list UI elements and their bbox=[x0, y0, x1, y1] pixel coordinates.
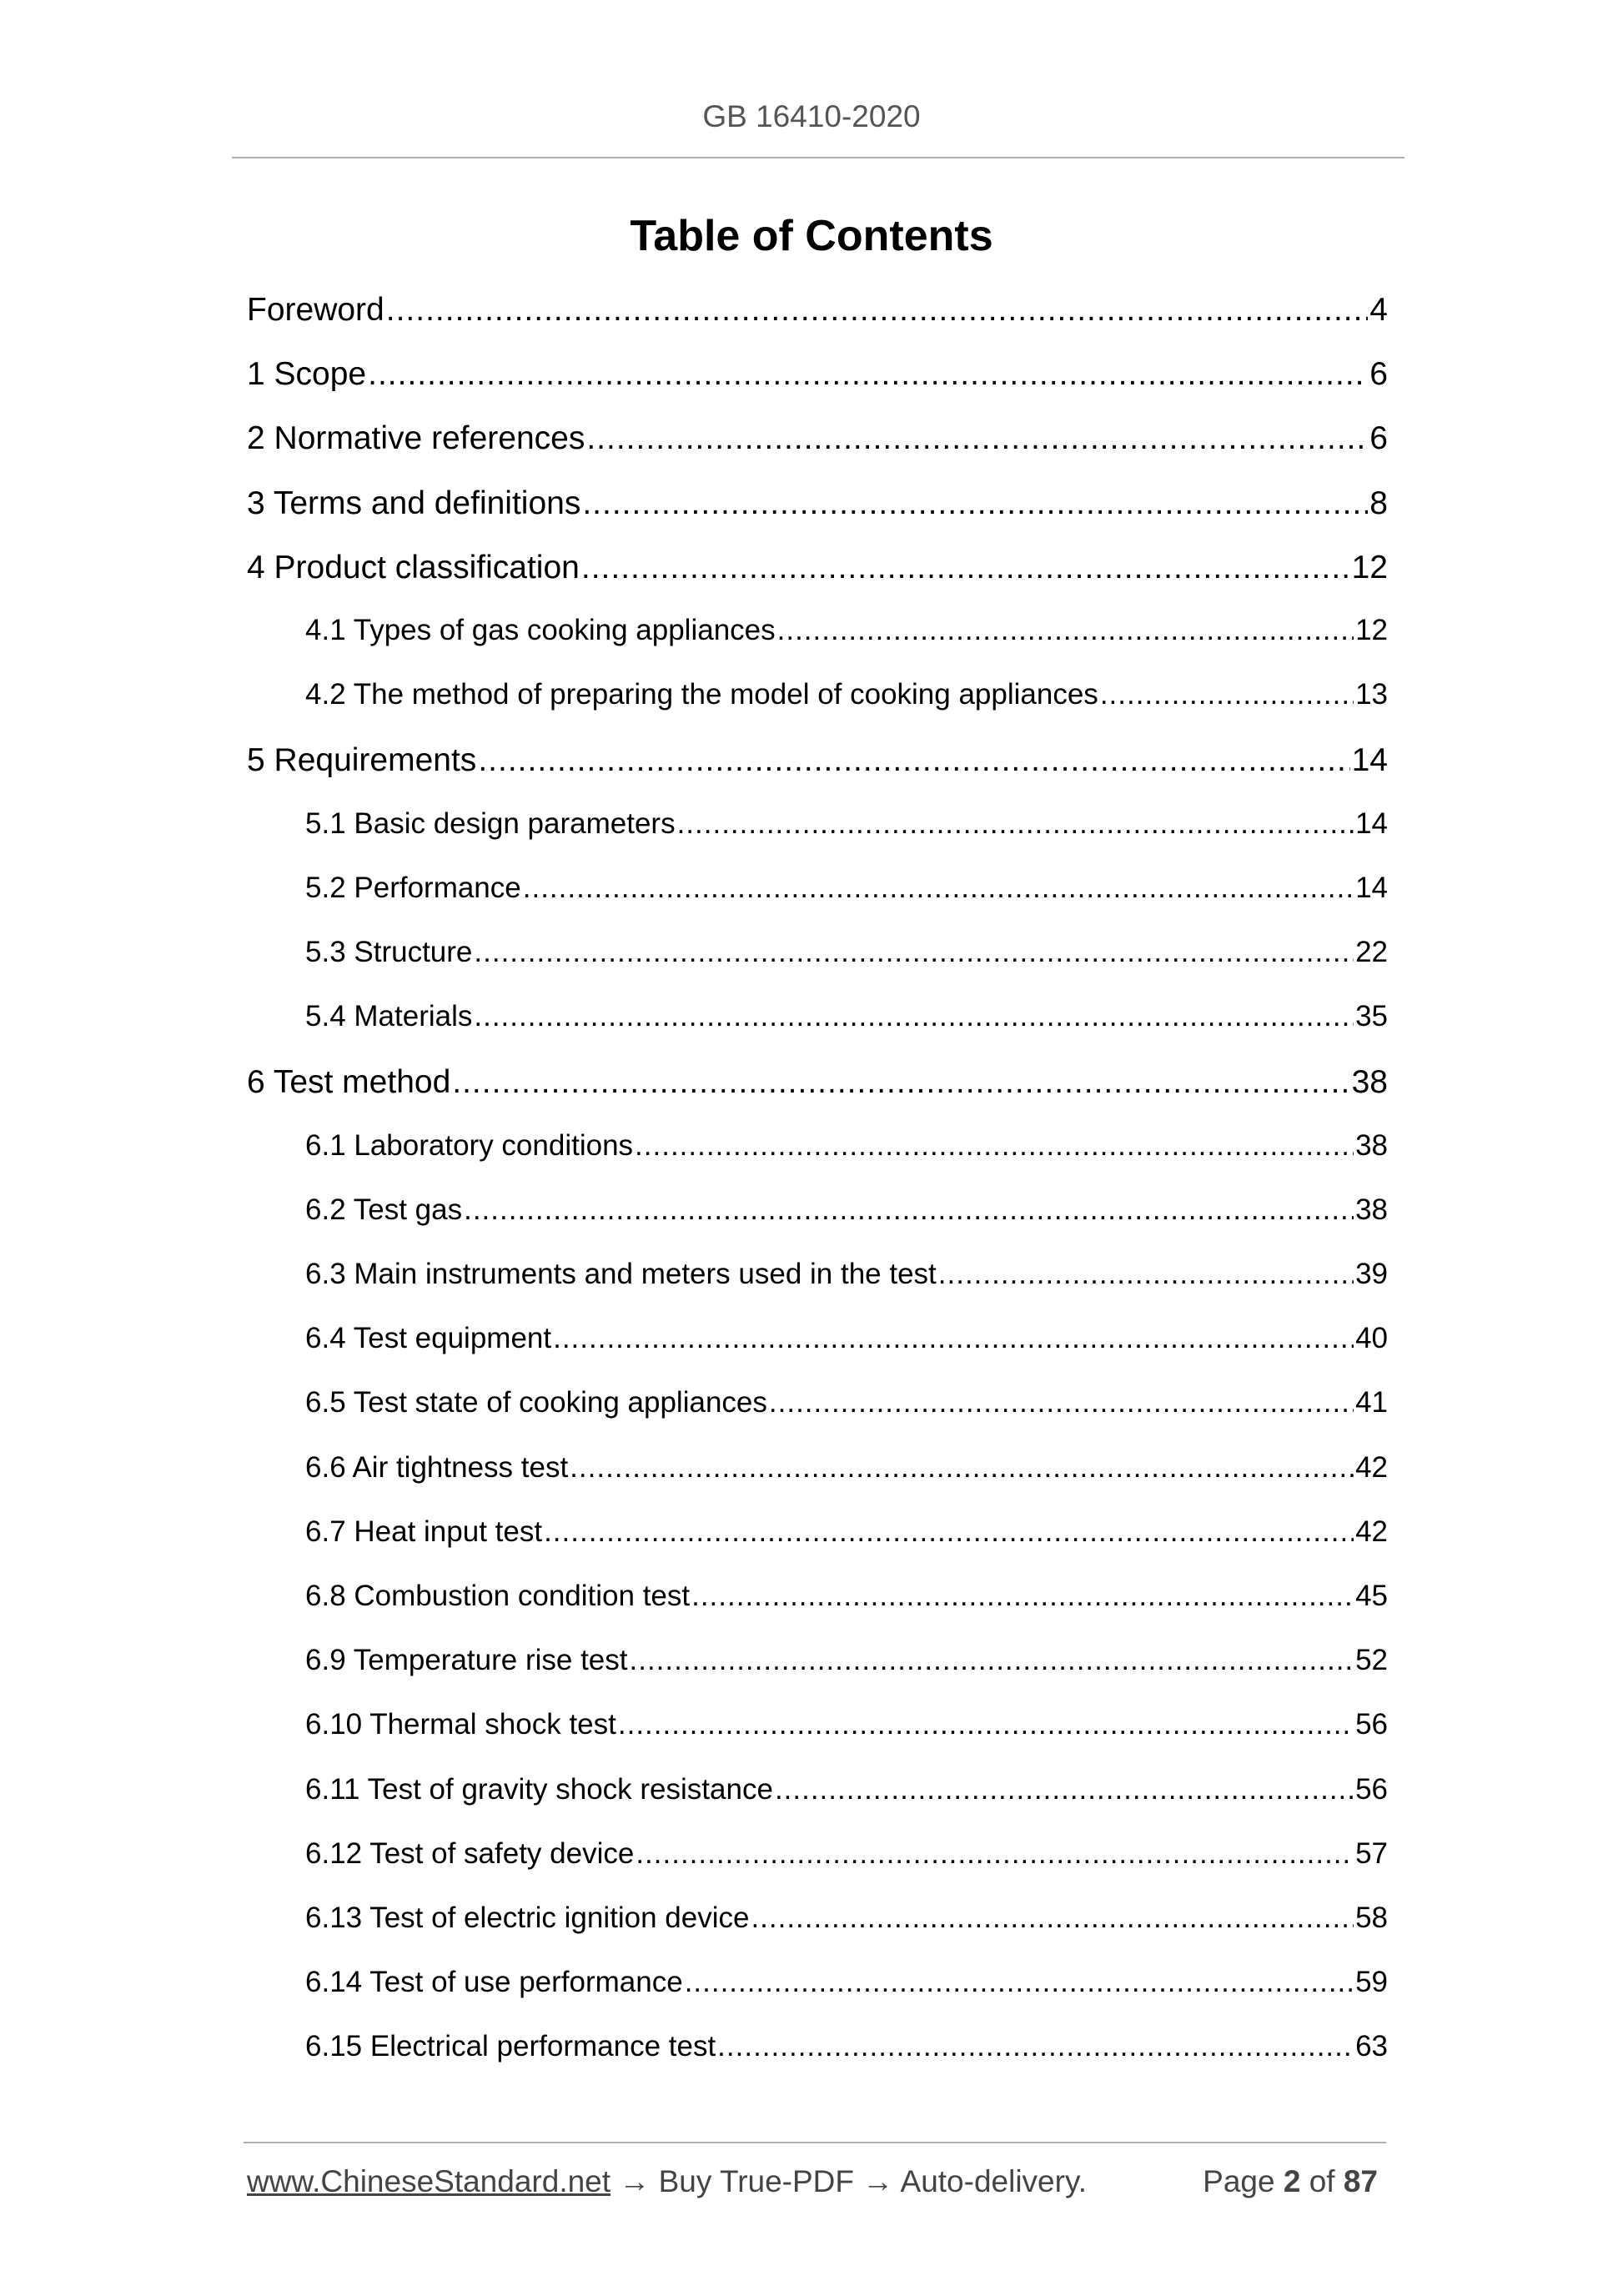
toc-dot-leader bbox=[751, 1898, 1354, 1938]
toc-entry-label: 6.9 Temperature rise test bbox=[305, 1644, 628, 1676]
toc-dot-leader bbox=[464, 1190, 1354, 1230]
toc-entry-page: 63 bbox=[1355, 2030, 1388, 2062]
toc-entry-label: 6.4 Test equipment bbox=[305, 1322, 552, 1354]
toc-entry-page: 39 bbox=[1355, 1258, 1388, 1290]
toc-entry-page: 14 bbox=[1355, 807, 1388, 840]
footer-page-prefix: Page bbox=[1203, 2164, 1275, 2198]
toc-entry-page: 41 bbox=[1355, 1386, 1388, 1419]
toc-entry-label: 2 Normative references bbox=[247, 420, 585, 456]
toc-entry-page: 59 bbox=[1355, 1966, 1388, 1998]
toc-dot-leader bbox=[452, 1061, 1349, 1104]
toc-entry-label: 6.11 Test of gravity shock resistance bbox=[305, 1773, 773, 1806]
toc-entry-page: 4 bbox=[1369, 292, 1388, 328]
toc-dot-leader bbox=[586, 417, 1368, 460]
toc-dot-leader bbox=[677, 804, 1354, 844]
toc-entry[interactable] bbox=[247, 546, 1388, 590]
toc-title: Table of Contents bbox=[630, 212, 993, 260]
toc-entry[interactable] bbox=[247, 353, 1388, 396]
toc-entry-page: 38 bbox=[1355, 1129, 1388, 1162]
toc-dot-leader bbox=[474, 932, 1354, 972]
toc-entry-page: 12 bbox=[1351, 550, 1388, 585]
toc-entry-label: 5.2 Performance bbox=[305, 872, 521, 904]
toc-entry[interactable] bbox=[305, 1898, 1388, 1938]
toc-dot-leader bbox=[581, 546, 1350, 590]
toc-entry[interactable] bbox=[305, 997, 1388, 1037]
toc-dot-leader bbox=[523, 868, 1354, 908]
toc-entry-label: 6.6 Air tightness test bbox=[305, 1451, 569, 1484]
toc-entry-label: 1 Scope bbox=[247, 356, 367, 392]
toc-entry[interactable] bbox=[305, 1962, 1388, 2002]
toc-entry-label: 6.14 Test of use performance bbox=[305, 1966, 683, 1998]
toc-entry[interactable] bbox=[305, 1705, 1388, 1745]
toc-entry-page: 38 bbox=[1355, 1193, 1388, 1226]
toc-entry-label: 6.1 Laboratory conditions bbox=[305, 1129, 634, 1162]
toc-entry-page: 38 bbox=[1351, 1064, 1388, 1100]
toc-entry-label: 5.3 Structure bbox=[305, 936, 473, 968]
toc-entry-page: 8 bbox=[1369, 485, 1388, 521]
footer-tagline: → Buy True-PDF → Auto-delivery. bbox=[611, 2164, 1087, 2198]
toc-dot-leader bbox=[777, 610, 1354, 651]
toc-entry[interactable] bbox=[305, 804, 1388, 844]
toc-entry-label: Foreword bbox=[247, 292, 384, 328]
toc-entry[interactable] bbox=[305, 1383, 1388, 1423]
header-document-code: GB 16410-2020 bbox=[702, 99, 921, 133]
footer-page-current: 2 bbox=[1283, 2164, 1301, 2198]
toc-entry[interactable] bbox=[305, 1640, 1388, 1681]
toc-dot-leader bbox=[635, 1126, 1354, 1166]
footer-website-link[interactable]: www.ChineseStandard.net bbox=[247, 2164, 611, 2198]
toc-dot-leader bbox=[570, 1448, 1354, 1488]
toc-entry-page: 42 bbox=[1355, 1515, 1388, 1548]
toc-dot-leader bbox=[478, 739, 1349, 782]
toc-entry[interactable] bbox=[247, 739, 1388, 782]
footer bbox=[247, 2162, 1388, 2202]
toc-entry-label: 6 Test method bbox=[247, 1064, 451, 1100]
toc-entry-label: 6.3 Main instruments and meters used in the test bbox=[305, 1258, 937, 1290]
toc-entry-page: 6 bbox=[1369, 420, 1388, 456]
toc-entry-label: 6.10 Thermal shock test bbox=[305, 1708, 616, 1741]
footer-page-indicator bbox=[1203, 2162, 1378, 2202]
toc-dot-leader bbox=[474, 997, 1354, 1037]
toc-entry-label: 6.13 Test of electric ignition device bbox=[305, 1902, 750, 1934]
toc-dot-leader bbox=[691, 1576, 1354, 1616]
footer-divider bbox=[244, 2142, 1386, 2143]
toc-entry[interactable] bbox=[305, 1834, 1388, 1874]
toc-entry-page: 57 bbox=[1355, 1837, 1388, 1870]
toc-entry[interactable] bbox=[305, 1254, 1388, 1294]
toc-entry-label: 5.1 Basic design parameters bbox=[305, 807, 676, 840]
toc-entry[interactable] bbox=[305, 1576, 1388, 1616]
toc-entry-label: 6.8 Combustion condition test bbox=[305, 1580, 691, 1612]
toc-dot-leader bbox=[685, 1962, 1354, 2002]
toc-dot-leader bbox=[717, 2027, 1354, 2067]
toc-entry[interactable] bbox=[305, 1770, 1388, 1810]
toc-entry[interactable] bbox=[305, 1190, 1388, 1230]
toc-entry-label: 6.7 Heat input test bbox=[305, 1515, 543, 1548]
toc-entry-page: 6 bbox=[1369, 356, 1388, 392]
toc-entry[interactable] bbox=[305, 1126, 1388, 1166]
toc-entry-label: 6.2 Test gas bbox=[305, 1193, 463, 1226]
toc-entry[interactable] bbox=[247, 289, 1388, 332]
toc-entry-page: 56 bbox=[1355, 1773, 1388, 1806]
toc-entry-page: 52 bbox=[1355, 1644, 1388, 1676]
toc-entry[interactable] bbox=[305, 675, 1388, 715]
toc-entry-label: 6.15 Electrical performance test bbox=[305, 2030, 716, 2062]
toc-entry-page: 42 bbox=[1355, 1451, 1388, 1484]
toc-entry-label: 4 Product classification bbox=[247, 550, 580, 585]
toc-entry-page: 58 bbox=[1355, 1902, 1388, 1934]
toc-entry-label: 4.2 The method of preparing the model of cooking appliances bbox=[305, 678, 1098, 711]
footer-page-total: 87 bbox=[1343, 2164, 1378, 2198]
toc-dot-leader bbox=[582, 482, 1368, 525]
toc-entry-page: 14 bbox=[1351, 742, 1388, 778]
toc-entry-label: 5 Requirements bbox=[247, 742, 477, 778]
toc-entry[interactable] bbox=[305, 610, 1388, 651]
toc-entry-page: 14 bbox=[1355, 872, 1388, 904]
toc-entry-page: 12 bbox=[1355, 614, 1388, 646]
toc-dot-leader bbox=[775, 1770, 1354, 1810]
toc-entry[interactable] bbox=[247, 482, 1388, 525]
toc-entry-page: 40 bbox=[1355, 1322, 1388, 1354]
toc-entry[interactable] bbox=[305, 932, 1388, 972]
toc-entry-page: 35 bbox=[1355, 1000, 1388, 1032]
toc-dot-leader bbox=[618, 1705, 1354, 1745]
toc-entry[interactable] bbox=[305, 1512, 1388, 1552]
toc-entry-page: 13 bbox=[1355, 678, 1388, 711]
toc-entry-label: 6.12 Test of safety device bbox=[305, 1837, 635, 1870]
toc-entry[interactable] bbox=[247, 417, 1388, 460]
toc-entry[interactable] bbox=[305, 868, 1388, 908]
toc-entry-page: 22 bbox=[1355, 936, 1388, 968]
toc-entry[interactable] bbox=[305, 1319, 1388, 1359]
toc-entry-page: 45 bbox=[1355, 1580, 1388, 1612]
toc-entry-label: 6.5 Test state of cooking appliances bbox=[305, 1386, 767, 1419]
header-divider bbox=[232, 157, 1404, 158]
toc-entry-label: 3 Terms and definitions bbox=[247, 485, 581, 521]
toc-dot-leader bbox=[386, 289, 1369, 332]
toc-dot-leader bbox=[544, 1512, 1354, 1552]
toc-entry-label: 4.1 Types of gas cooking appliances bbox=[305, 614, 776, 646]
toc-dot-leader bbox=[368, 353, 1368, 396]
toc-entry[interactable] bbox=[305, 2027, 1388, 2067]
toc-dot-leader bbox=[769, 1383, 1354, 1423]
toc-entry-page: 56 bbox=[1355, 1708, 1388, 1741]
toc-dot-leader bbox=[1100, 675, 1354, 715]
toc-dot-leader bbox=[938, 1254, 1354, 1294]
toc-dot-leader bbox=[636, 1834, 1354, 1874]
toc-entry[interactable] bbox=[305, 1448, 1388, 1488]
toc-entry[interactable] bbox=[247, 1061, 1388, 1104]
toc-dot-leader bbox=[553, 1319, 1354, 1359]
footer-page-of: of bbox=[1309, 2164, 1335, 2198]
toc-entry-label: 5.4 Materials bbox=[305, 1000, 473, 1032]
toc-dot-leader bbox=[630, 1640, 1354, 1681]
